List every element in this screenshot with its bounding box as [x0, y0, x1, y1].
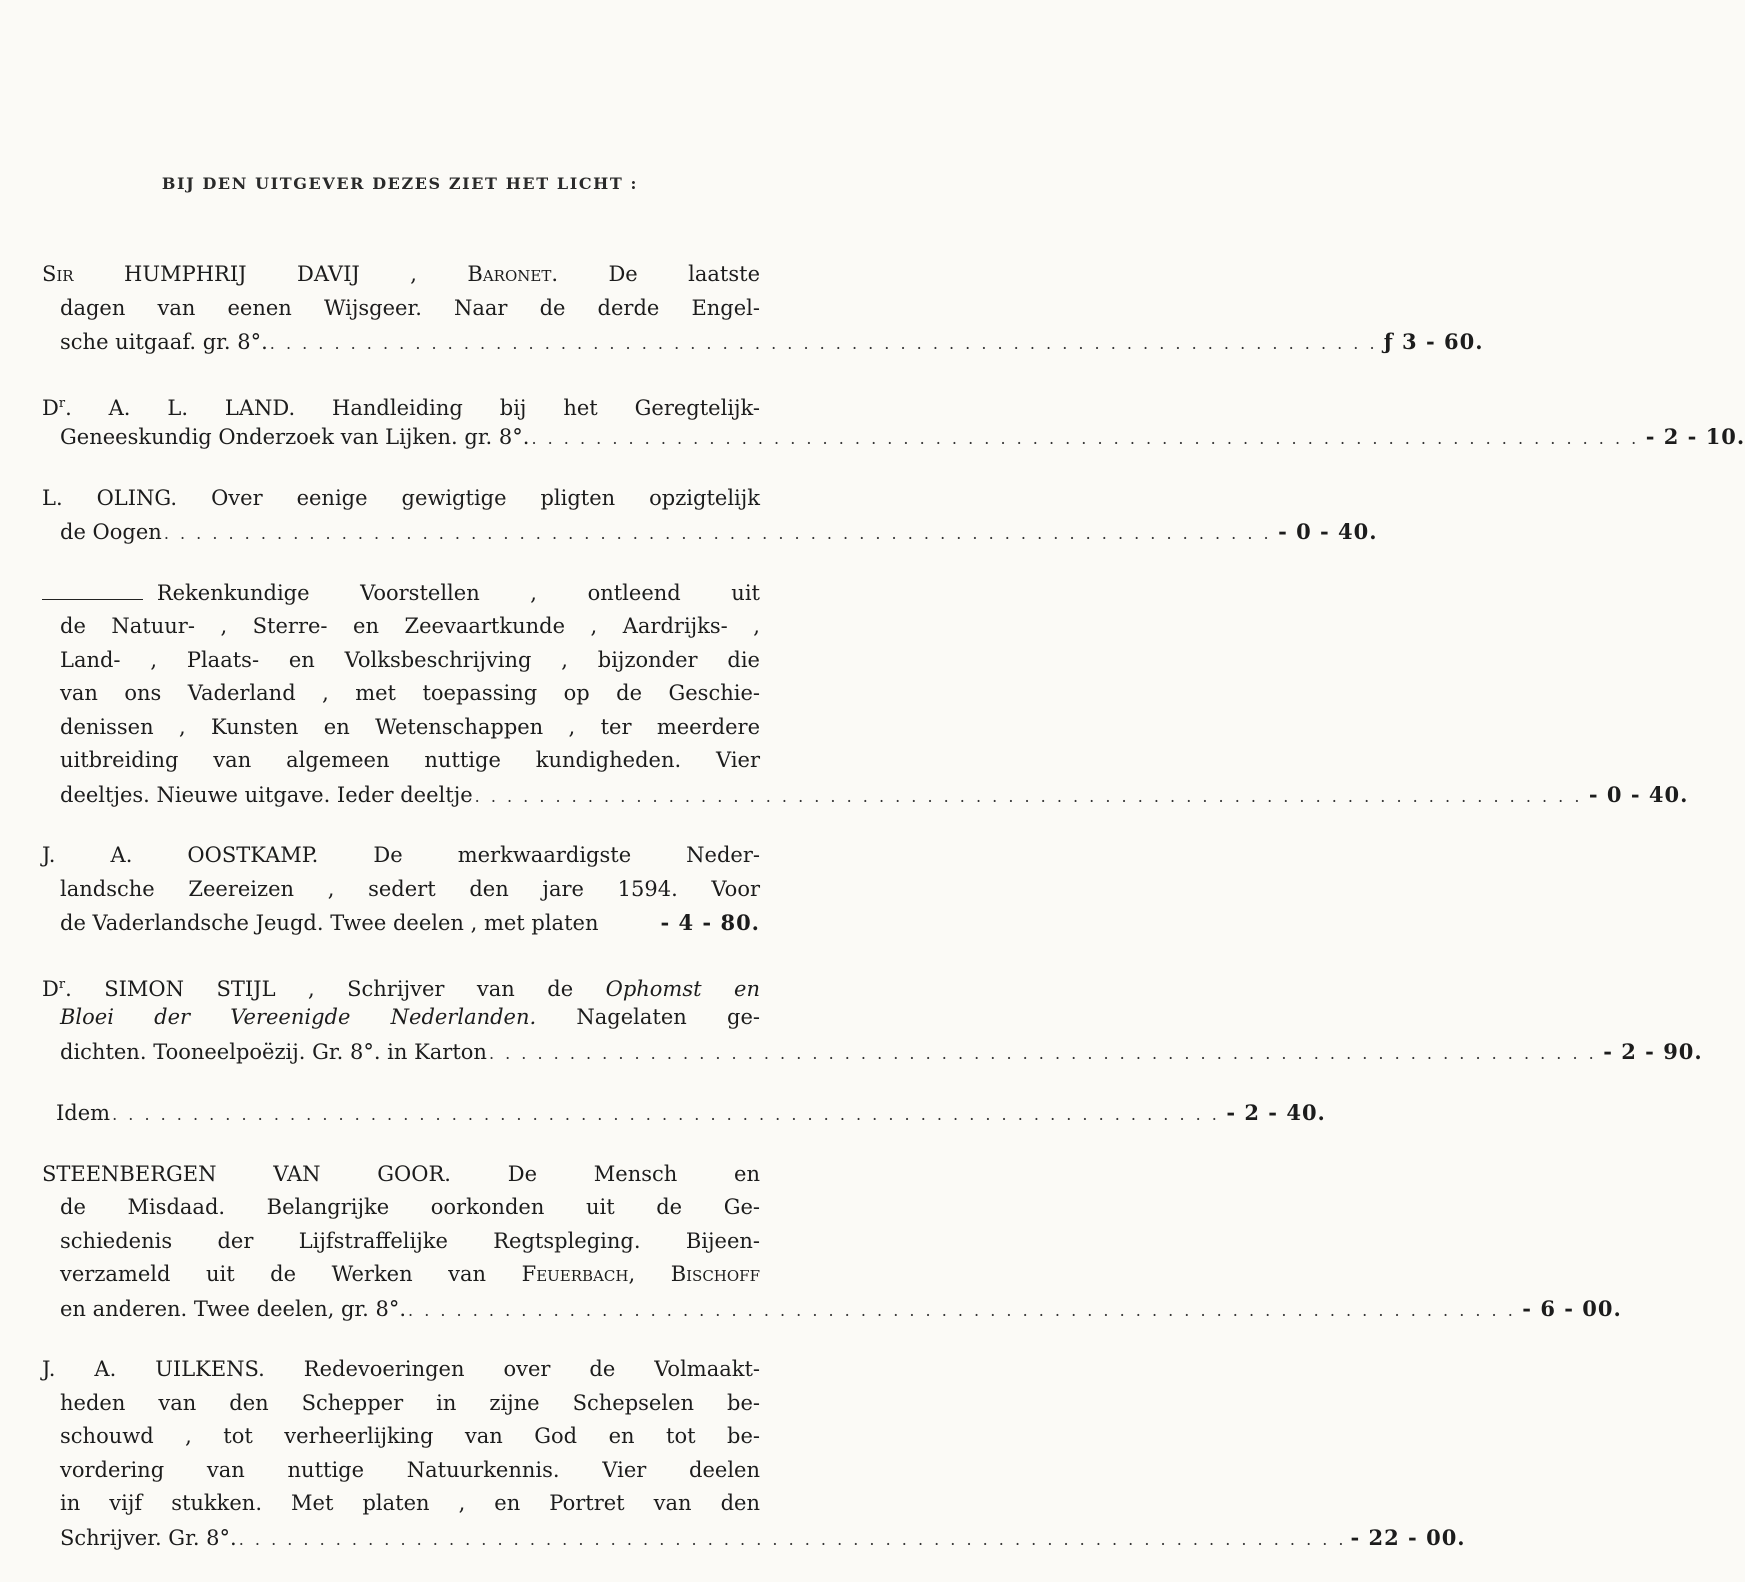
text-run: Sir — [42, 262, 74, 286]
entry-text — [60, 779, 473, 813]
entry-text — [60, 1001, 760, 1035]
entry-line — [42, 387, 760, 421]
entry-line — [42, 1258, 760, 1292]
text-run: HUMPHRIJ DAVIJ , — [73, 262, 468, 286]
text-run: dichten. Tooneelpoëzij. Gr. 8°. in Karton — [60, 1039, 487, 1064]
entry-line — [42, 677, 760, 711]
catalogue-entries — [42, 258, 1745, 1582]
entry-text — [60, 516, 162, 550]
text-run: uitbreiding van algemeen nuttige kundigheden. Vier — [60, 748, 760, 772]
entry-line — [42, 325, 1484, 359]
entry-line — [42, 711, 760, 745]
entry-line — [42, 1158, 760, 1192]
text-run: Bischoff — [670, 1262, 760, 1286]
entry-line — [42, 1001, 760, 1035]
text-run: D — [42, 976, 59, 1001]
text-run: . A. L. LAND. Handleiding bij het Geregtelijk- — [65, 395, 760, 420]
entry-line — [42, 968, 760, 1002]
entry-text — [60, 644, 760, 678]
entry-text — [60, 744, 760, 778]
price: - 22 - 00. — [1350, 1524, 1466, 1550]
text-run: Land- , Plaats- en Volksbeschrijving , bijzonder die — [60, 647, 760, 672]
price: - 2 - 90. — [1603, 1038, 1703, 1064]
text-run: en anderen. Twee deelen, gr. 8°. — [60, 1296, 407, 1321]
entry-text — [42, 1158, 760, 1192]
entry-text — [60, 1487, 760, 1521]
text-run: dagen van eenen Wijsgeer. Naar de derde Engel- — [60, 295, 760, 320]
text-run: , — [628, 1262, 671, 1286]
text-run: Rekenkundige Voorstellen , ontleend uit — [156, 580, 760, 605]
dot-leader: . . . . . . . . . . . . . . . . . . . . . . . . . . . . . . . . . . . . . . . . . . . . . . . . . . . . . . . . . . . . . . . . . . . . . — [488, 1043, 1597, 1063]
dot-leader: . . . . . . . . . . . . . . . . . . . . . . . . . . . . . . . . . . . . . . . . . . . . . . . . . . . . . . . . . . . . . . . . . . . . . — [238, 1529, 1347, 1549]
price: - 0 - 40. — [1588, 781, 1689, 807]
text-run: sche uitgaaf. gr. 8°. — [60, 330, 268, 354]
catalogue-entry — [42, 577, 1689, 812]
text-run: r — [58, 395, 66, 411]
text-run: Geneeskundig Onderzoek van Lijken. gr. 8°. — [60, 425, 530, 449]
text-run: Schrijver. Gr. 8°. — [60, 1525, 237, 1550]
text-run: J. A. UILKENS. Redevoeringen over de Volmaakt- — [42, 1357, 760, 1381]
text-run: in vijf stukken. Met platen , en Portret van den — [60, 1491, 760, 1515]
text-run: van ons Vaderland , met toepassing op de Geschie- — [60, 681, 760, 705]
entry-line — [42, 577, 760, 611]
entry-text — [60, 1258, 760, 1292]
entry-text — [60, 292, 760, 326]
text-run: r — [58, 976, 66, 992]
entry-line — [42, 610, 760, 644]
entry-line — [42, 1096, 1326, 1130]
text-run: STEENBERGEN VAN GOOR. De Mensch en — [42, 1161, 760, 1186]
dot-leader: . . . . . . . . . . . . . . . . . . . . . . . . . . . . . . . . . . . . . . . . . . . . . . . . . . . . . . . . . . . . . . . . . . . . . — [112, 1105, 1220, 1124]
text-run: de Natuur- , Sterre- en Zeevaartkunde , Aardrijks- , — [60, 614, 760, 638]
entry-text — [42, 482, 760, 516]
dot-leader: . . . . . . . . . . . . . . . . . . . . . . . . . . . . . . . . . . . . . . . . . . . . . . . . . . . . . . . . . . . . . . . . . . . . . — [269, 334, 1378, 353]
entry-line — [42, 420, 1745, 454]
entry-text — [60, 873, 760, 907]
entry-line — [42, 258, 760, 292]
text-run: Idem — [56, 1101, 111, 1125]
text-run: Ophomst en — [605, 976, 760, 1001]
text-run: deeltjes. Nieuwe uitgave. Ieder deeltje — [60, 782, 473, 807]
text-run: schiedenis der Lijfstraffelijke Regtspleging. Bijeen- — [60, 1228, 760, 1253]
ditto-rule — [42, 599, 143, 600]
text-run: de Oogen — [60, 520, 162, 544]
entry-line — [42, 1225, 760, 1259]
catalogue-entry — [42, 387, 1745, 454]
price: - 4 - 80. — [660, 910, 760, 935]
entry-text — [60, 1387, 760, 1421]
catalogue-entry — [42, 968, 1703, 1069]
dot-leader: . . . . . . . . . . . . . . . . . . . . . . . . . . . . . . . . . . . . . . . . . . . . . . . . . . . . . . . . . . . . . . . . . . . . . — [474, 786, 1583, 806]
entry-text — [60, 1420, 760, 1454]
entry-text — [60, 610, 760, 644]
entry-text — [60, 1522, 237, 1556]
text-run: Baronet — [467, 262, 552, 286]
entry-line — [42, 1420, 760, 1454]
text-run: . SIMON STIJL , Schrijver van de — [65, 976, 606, 1001]
entry-text — [42, 839, 760, 873]
text-run: L. OLING. Over eenige gewigtige pligten opzigtelijk — [42, 485, 760, 510]
entry-line — [42, 1487, 760, 1521]
entry-line — [42, 1191, 760, 1225]
entry-line — [42, 906, 760, 940]
price: - 6 - 00. — [1522, 1295, 1622, 1321]
entry-line — [42, 873, 760, 907]
entry-text — [60, 326, 268, 360]
entry-text — [60, 1454, 760, 1488]
price: - 2 - 40. — [1226, 1100, 1326, 1125]
entry-line — [42, 1035, 1703, 1069]
catalogue-entry — [42, 839, 760, 940]
entry-text — [60, 1191, 760, 1225]
dot-leader: . . . . . . . . . . . . . . . . . . . . . . . . . . . . . . . . . . . . . . . . . . . . . . . . . . . . . . . . . . . . . . . . . . . . . — [163, 524, 1272, 543]
catalogue-entry — [42, 1096, 1326, 1130]
text-run: vordering van nuttige Natuurkennis. Vier deelen — [60, 1457, 760, 1482]
text-run: D — [42, 395, 59, 420]
text-run: J. A. OOSTKAMP. De merkwaardigste Neder- — [42, 843, 760, 867]
entry-line — [42, 778, 1689, 812]
entry-text — [42, 387, 760, 426]
entry-line — [42, 1353, 760, 1387]
entry-line — [42, 1521, 1466, 1555]
text-run: Nagelaten ge- — [536, 1005, 760, 1029]
entry-text — [60, 1293, 406, 1327]
text-run: Feuerbach — [521, 1262, 629, 1286]
entry-text — [60, 421, 529, 455]
running-head: BIJ DEN UITGEVER DEZES ZIET HET LICHT : — [161, 174, 639, 193]
price: - 2 - 10. — [1645, 424, 1745, 449]
text-run: schouwd , tot verheerlijking van God en tot be- — [60, 1424, 760, 1448]
entry-text — [42, 258, 760, 292]
entry-line — [42, 1387, 760, 1421]
price: - 0 - 40. — [1278, 519, 1378, 544]
entry-line — [42, 644, 760, 678]
entry-line — [42, 482, 760, 516]
entry-text — [56, 1097, 110, 1131]
entry-line — [42, 1454, 760, 1488]
entry-line — [42, 515, 1378, 549]
entry-line — [42, 292, 760, 326]
entry-line — [42, 1292, 1622, 1326]
text-run: . De laatste — [551, 262, 760, 286]
entry-text — [42, 1353, 760, 1387]
entry-text — [60, 907, 598, 941]
text-run: Bloei der Vereenigde Nederlanden. — [60, 1005, 537, 1029]
text-run: landsche Zeereizen , sedert den jare 1594. Voor — [60, 876, 760, 901]
text-run: heden van den Schepper in zijne Schepselen be- — [60, 1390, 760, 1415]
text-run: verzameld uit de Werken van — [60, 1262, 522, 1286]
entry-line — [42, 839, 760, 873]
catalogue-entry — [42, 482, 1378, 549]
text-run: de Vaderlandsche Jeugd. Twee deelen , met platen — [60, 911, 599, 935]
entry-line — [42, 744, 760, 778]
catalogue-entry — [42, 258, 1484, 359]
text-run: de Misdaad. Belangrijke oorkonden uit de Ge- — [60, 1195, 760, 1219]
entry-text — [60, 677, 760, 711]
catalogue-entry — [42, 1158, 1622, 1326]
catalogue-entry — [42, 1353, 1466, 1554]
entry-text — [60, 1225, 760, 1259]
entry-text — [157, 577, 760, 611]
entry-text — [60, 711, 760, 745]
text-run: denissen , Kunsten en Wetenschappen , ter meerdere — [60, 714, 760, 739]
price: ƒ 3 - 60. — [1383, 329, 1484, 354]
dot-leader: . . . . . . . . . . . . . . . . . . . . . . . . . . . . . . . . . . . . . . . . . . . . . . . . . . . . . . . . . . . . . . . . . . . . . — [531, 429, 1640, 448]
dot-leader: . . . . . . . . . . . . . . . . . . . . . . . . . . . . . . . . . . . . . . . . . . . . . . . . . . . . . . . . . . . . . . . . . . . . . — [408, 1300, 1516, 1320]
entry-text — [60, 1036, 487, 1070]
